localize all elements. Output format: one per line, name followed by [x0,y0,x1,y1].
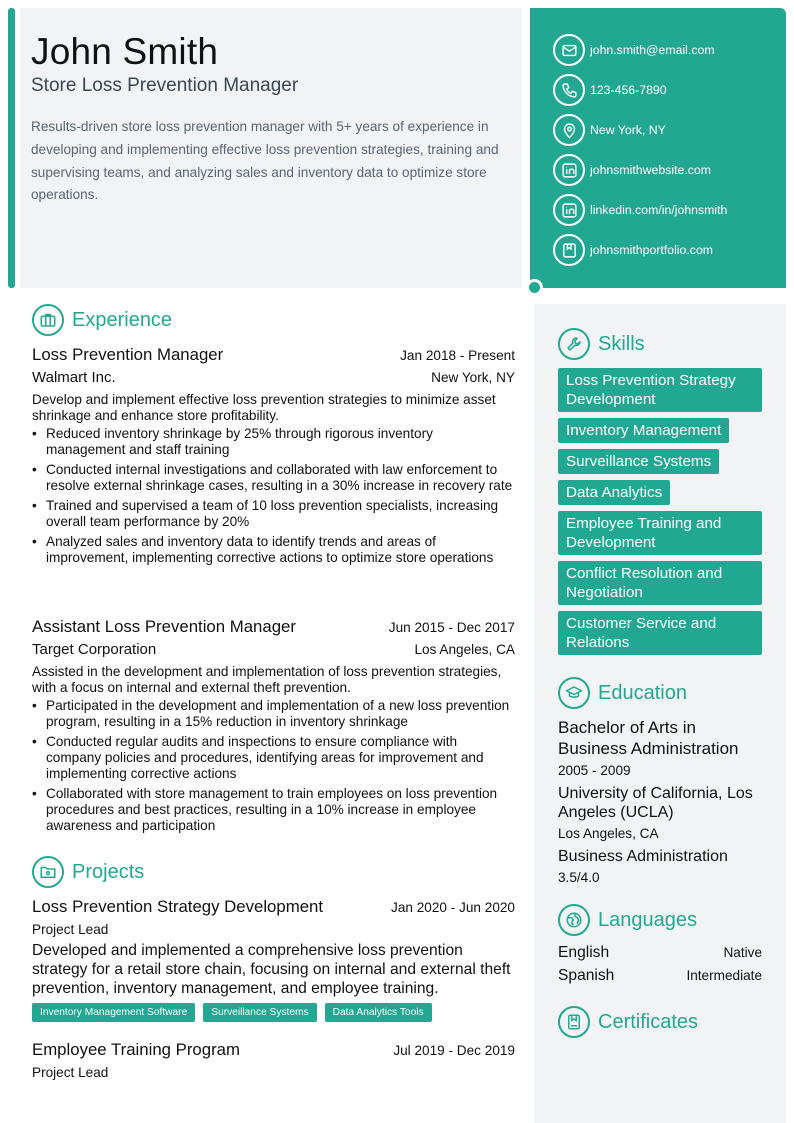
contact-portfolio[interactable] [553,230,786,270]
map-pin-icon [553,114,585,146]
education-heading [558,677,687,709]
language-row [558,967,762,985]
skill-badge: Loss Prevention Strategy Development [558,368,762,412]
language-name: English [558,944,610,961]
contact-linkedin[interactable] [553,190,786,230]
projects-heading [32,856,144,888]
job-company: Walmart Inc. [32,369,116,386]
degree: Bachelor of Arts in Business Administration [558,718,739,758]
languages-list [558,944,762,990]
project-role: Project Lead [32,922,109,937]
skills-heading [558,328,645,360]
location-text: New York, NY [590,123,666,137]
bullet: • Collaborated with store management to train employees on loss prevention procedures and best practices, resulting in a 10% increase in employee awareness and participation [32,786,515,834]
phone-text: 123-456-7890 [590,83,667,97]
bullet: • Participated in the development and implementation of a new loss prevention program, resulting in a 15% reduction in inventory shrinkage [32,698,515,730]
summary: Results-driven store loss prevention manager with 5+ years of experience in developing and implementing effective loss prevention strategies, training and supervising teams, and analyzing sales and inventory data to optimize store operations. [31,119,499,203]
candidate-title: Store Loss Prevention Manager [31,75,299,96]
graduation-cap-icon [558,677,590,709]
experience-item [32,345,515,570]
education-title: Education [598,681,687,704]
skills-list [558,368,764,661]
project-tag: Data Analytics Tools [325,1003,432,1022]
project-tags [32,1003,515,1022]
contact-panel [530,8,786,288]
folder-icon [32,856,64,888]
accent-bar [8,8,15,288]
education-item [558,717,768,887]
briefcase-icon [32,304,64,336]
experience-item [32,617,515,838]
languages-title: Languages [598,908,697,931]
phone-icon [553,74,585,106]
bullet: • Reduced inventory shrinkage by 25% through rigorous inventory management and staff training [32,426,515,458]
portfolio-text: johnsmithportfolio.com [590,243,714,257]
language-name: Spanish [558,967,615,984]
certificates-title: Certificates [598,1010,699,1033]
skill-badge: Data Analytics [558,480,670,505]
experience-title: Experience [72,308,173,331]
job-bullets [32,426,515,566]
contact-website[interactable] [553,150,786,190]
certificate-book-icon [558,1006,590,1038]
globe-icon [558,904,590,936]
job-dates: Jan 2018 - Present [400,348,515,363]
project-description: Developed and implemented a comprehensive loss prevention strategy for a retail store chain, focusing on internal and external theft prevention, inventory management, and employee training. [32,942,511,997]
linkedin-icon [553,194,585,226]
project-dates: Jul 2019 - Dec 2019 [393,1043,515,1058]
bullet: • Conducted regular audits and inspections to ensure compliance with company policies and procedures, identifying areas for improvement and implementing corrective actions [32,734,515,782]
project-dates: Jan 2020 - Jun 2020 [391,900,515,915]
linkedin-text: linkedin.com/in/johnsmith [590,203,728,217]
experience-heading [32,304,172,336]
website-text: johnsmithwebsite.com [590,163,711,177]
education-years: 2005 - 2009 [558,763,631,778]
job-company: Target Corporation [32,641,157,658]
contact-phone[interactable] [553,70,786,110]
projects-title: Projects [72,860,145,883]
linkedin-icon [553,154,585,186]
header-dot [526,279,543,296]
skill-badge: Employee Training and Development [558,511,762,555]
job-description: Assisted in the development and implementation of loss prevention strategies, with a focus on internal and external theft prevention. [32,664,502,695]
bullet: • Conducted internal investigations and collaborated with law enforcement to resolve external shrinkage cases, resulting in a 30% increase in recovery rate [32,462,515,494]
candidate-name: John Smith [31,31,219,72]
skill-badge: Conflict Resolution and Negotiation [558,561,762,605]
skill-badge: Customer Service and Relations [558,611,762,655]
project-name: Employee Training Program [32,1040,240,1059]
bullet: • Analyzed sales and inventory data to identify trends and areas of improvement, implementing corrective actions to optimize store operations [32,534,515,566]
job-description: Develop and implement effective loss prevention strategies to minimize asset shrinkage and enhance store profitability. [32,392,496,423]
language-row [558,944,762,962]
header-panel [20,8,522,288]
email-text: john.smith@email.com [590,43,715,57]
bullet: • Trained and supervised a team of 10 loss prevention specialists, increasing overall team performance by 20% [32,498,515,530]
gpa: 3.5/4.0 [558,870,600,885]
skills-title: Skills [598,332,645,355]
job-location: Los Angeles, CA [414,642,515,657]
school-name: University of California, Los Angeles (UCLA) [558,785,753,821]
job-bullets [32,698,515,834]
languages-heading [558,904,697,936]
language-level: Intermediate [686,968,762,983]
wrench-icon [558,328,590,360]
job-role: Loss Prevention Manager [32,345,224,364]
project-role: Project Lead [32,1065,109,1080]
skill-badge: Inventory Management [558,418,729,443]
project-tag: Surveillance Systems [203,1003,316,1022]
contact-location [553,110,786,150]
project-tag: Inventory Management Software [32,1003,195,1022]
contact-email[interactable] [553,30,786,70]
skill-badge: Surveillance Systems [558,449,719,474]
job-dates: Jun 2015 - Dec 2017 [388,620,515,635]
field-of-study: Business Administration [558,848,728,865]
certificates-heading [558,1006,698,1038]
language-level: Native [723,945,762,960]
project-name: Loss Prevention Strategy Development [32,897,324,916]
project-item [32,1040,515,1080]
project-item [32,897,515,1022]
job-location: New York, NY [431,370,515,385]
job-role: Assistant Loss Prevention Manager [32,617,296,636]
school-location: Los Angeles, CA [558,826,659,841]
portfolio-icon [553,234,585,266]
envelope-icon [553,34,585,66]
